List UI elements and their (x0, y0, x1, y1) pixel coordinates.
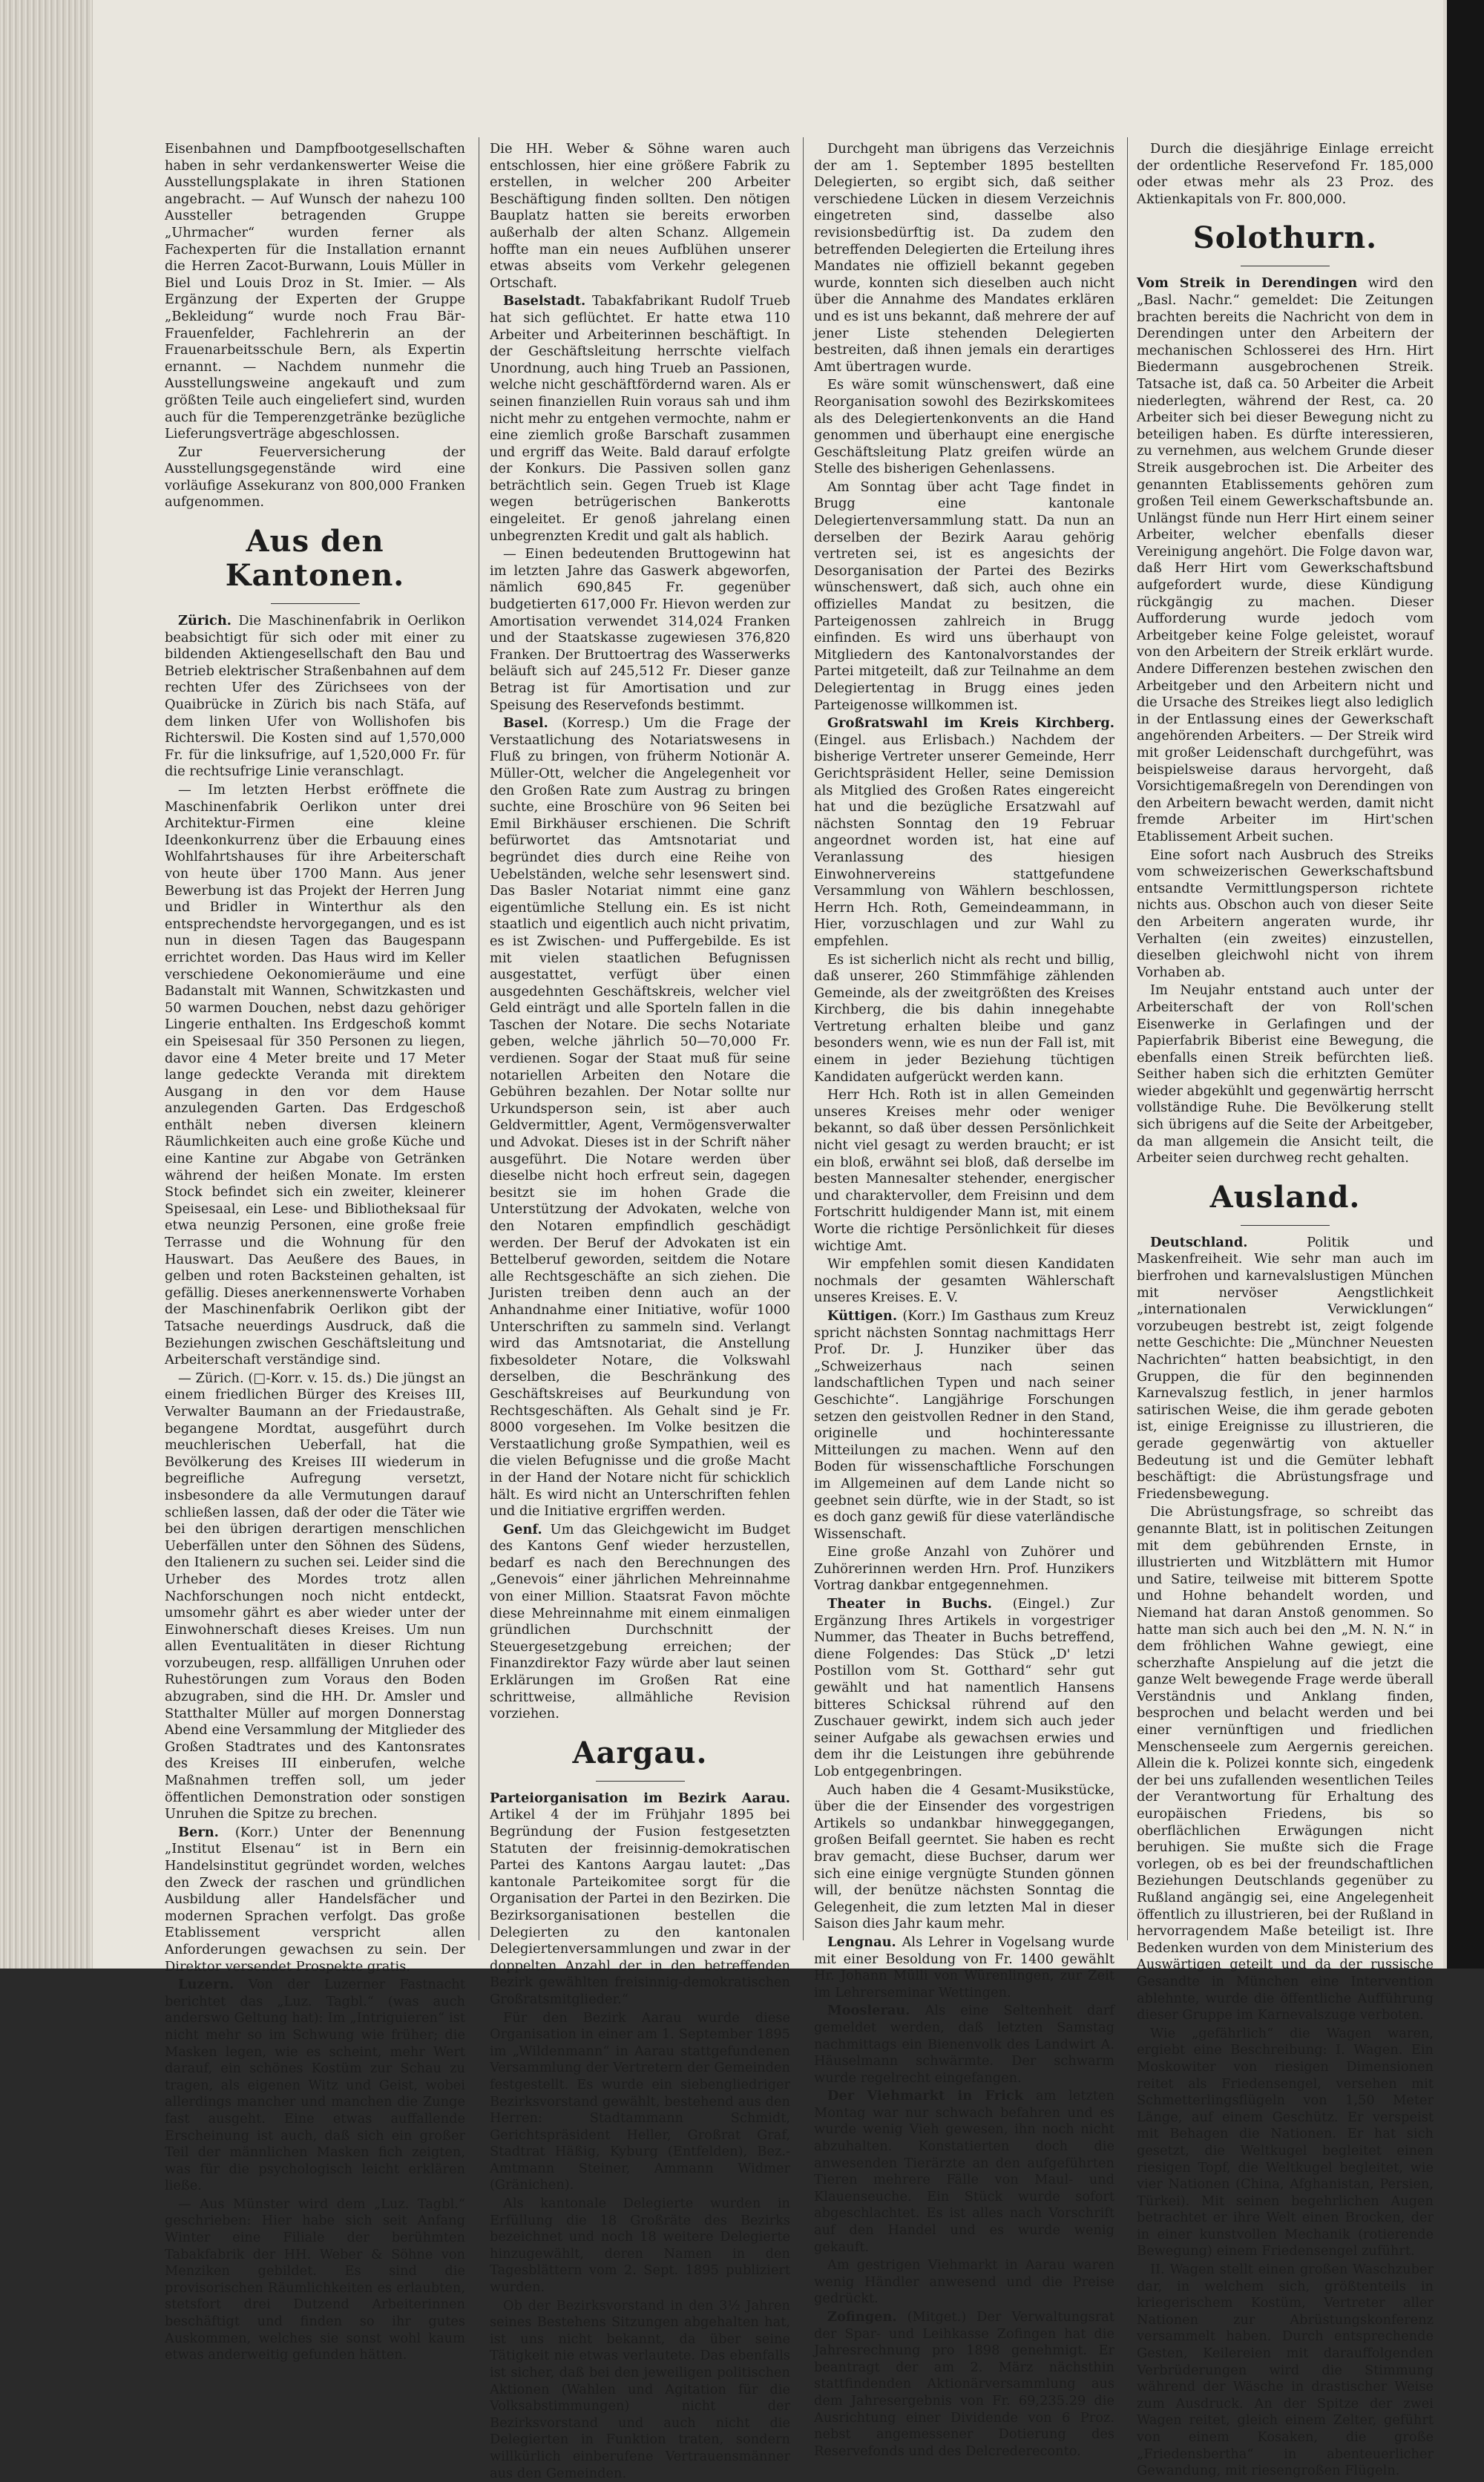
section-heading: Aargau. (572, 1735, 708, 1770)
paragraph: Für den Bezirk Aarau wurde diese Organisation in einer am 1. September 1895 im „Wildenmann“ in Aarau stattgefundenen Versammlung der Vertretern der Gemeinden festgestellt. Es wurde ein siebengliedriger Bezirksvorstand gewählt, bestehend aus den Herren: Stadtammann Schmidt, Gerichtspräsident Heller, Großrat Graf, Stadtrat Häßig, Kyburg (Entfelden), Bez.-Amtmann Steiner, Ammann Widmer (Gränichen). (490, 2009, 790, 2193)
heading-rule (271, 603, 360, 604)
paragraph: am letzten Montag war nur schwach befahren und es wurde wenig Vieh gewesen, ihn noch nicht abzuhalten. Konstatierten doch die anwesenden Tierärzte an den aufgeführten Tieren mehrere Fälle von Maul- und Klauenseuche. Ein Stück wurde sofort abgeschlachtet. Es ist alles nach Vorschrift auf den Handel und es wurde wenig gekauft. (814, 2088, 1114, 2255)
section-heading: Solothurn. (1192, 220, 1378, 256)
paragraph: Von der Luzerner Fastnacht berichtet das „Luz. Tagbl.“ (was auch anderswo Geltung hat): Im „Intriguieren“ ist nicht mehr so im Schwung wie früher; die Masken legen, wie es scheint, mehr Wert darauf, ein schönes Kostüm zur Schau zu tragen, als eigenen Witz und Geist, wobei allerdings mancher und manchen die Zunge fast ausgeht. Eine etwas auffallende Erscheinung ist auch, daß sich ein großer Teil der männlichen Masken fich zeigten, was für die psychologisch leicht erklären ließe. (165, 1977, 465, 2194)
column-1 (165, 141, 466, 2363)
paragraph: II. Wagen stellt einen großen Waschzuber dar, in welchem sich, größtenteils in kriegerischem Kostüm, Vertreter aller Nationen zur Abrüstungskonferenz versammelt haben. Durch entsprechende Gesten, Keilereien mit darauffolgenden Verbrüderungen wird die Stimmung während der Wäsche in drastischer Weise zum Ausdruck. An der Spitze der zwei Wagen reitet, gleich einem Zelter, geführt von einem Kosaken, die große „Friedensbertha“ in abenteuerlicher Gewandung, mit riesengroßen Flügeln. (1137, 2262, 1434, 2479)
paragraph: Tabakfabrikant Rudolf Trueb hat sich geflüchtet. Er hatte etwa 110 Arbeiter und Arbeiterinnen beschäftigt. In der Geschäftsleitung herrschte vielfach Unordnung, auch hing Trueb an Passionen, welche nicht geschäftfördernd waren. Als er seinen finanziellen Ruin voraus sah und ihm nicht mehr zu entgehen vermochte, nahm er eine ziemlich große Barschaft zusammen und ergriff das Weite. Bald darauf erfolgte der Konkurs. Die Passiven sollen ganz beträchtlich sein. Gegen Trueb ist Klage wegen betrügerischen Bankerotts eingeleitet. Er genoß jahrelang einen unbegrenzten Kredit und galt als hablich. (490, 293, 791, 544)
region-label: Luzern. (178, 1977, 234, 1993)
paragraph: Als eine Seltenheit darf gemeldet werden, daß letzten Samstag nachmittags ein Bienenvolk des Landwirt A. Häuselmann schwärmte. Der schwarm wurde regelrecht eingefangen. (814, 2003, 1114, 2086)
paragraph: Herr Hch. Roth ist in allen Gemeinden unseres Kreises mehr oder weniger bekannt, so daß über dessen Persönlichkeit nicht viel gesagt zu werden braucht; er ist ein bloß, erwähnt sei bloß, daß derselbe im besten Mannesalter stehender, energischer und charaktervoller, dem Freisinn und dem Fortschritt huldigender Mann ist, mit einem Worte die richtige Persönlichkeit für dieses wichtige Amt. (814, 1087, 1114, 1254)
paragraph: (Eingel. aus Erlisbach.) Nachdem der bisherige Vertreter unserer Gemeinde, Herr Gerichtspräsident Heller, seine Demission als Mitglied des Großen Rates eingereicht hat und die bezügliche Ersatzwahl auf nächsten Sonntag den 19 Februar angeordnet worden ist, hat eine auf Veranlassung des hiesigen Einwohnervereins stattgefundene Versammlung von Wählern beschlossen, Herrn Hch. Roth, Gemeindeammann, in Hier, vorzuschlagen und zur Wahl zu empfehlen. (814, 732, 1114, 949)
article-title: Theater in Buchs. (827, 1596, 992, 1612)
paragraph: Als Lehrer in Vogelsang wurde mit einer Besoldung von Fr. 1400 gewählt Hr. Johann Mülli von Würenlingen, zur Zeit im Lehrerseminar Wettingen. (814, 1934, 1114, 2000)
heading-rule (1241, 1225, 1330, 1226)
paragraph: Ob der Bezirksvorstand in den 3½ Jahren seines Bestehens Sitzungen abgehalten hat, ist uns nicht bekannt, da über seine Tätigkeit nie etwas verlautete. Das ebenfalls ist sicher, daß bei den jeweiligen politischen Aktionen (Wahlen und Agitation für die Volksabstimmungen) nicht der Bezirksvorstand und auch nicht die Delegierten in Funktion traten, sondern willkürlich einberufene Vertrauensmänner aus den Gemeinden. (490, 2297, 790, 2481)
paragraph: — Im letzten Herbst eröffnete die Maschinenfabrik Oerlikon unter drei Architektur-Firmen eine kleine Ideenkonkurrenz über die Erbauung eines Wohlfahrtshauses für ihre Arbeiterschaft von heute über 1700 Mann. Aus jener Bewerbung ist das Projekt der Herren Jung und Bridler in Winterthur als den entsprechendste hervorgegangen, und es ist nun in diesen Tagen das Baugespann errichtet worden. Das Haus wird im Keller verschiedene Oekonomieräume und eine Badanstalt mit Wannen, Schwitzkasten und 50 warmen Douchen, nebst dazu gehöriger Lingerie enthalten. Ins Erdgeschoß kommt ein Speisesaal für 350 Personen zu liegen, davor eine 4 Meter breite und 17 Meter lange gedeckte Veranda mit direktem Ausgang in den vor dem Hause anzulegenden Garten. Das Erdgeschoß enthält neben diversen kleinern Räumlichkeiten auch eine große Küche und eine Kantine zur Abgabe von Getränken während der heißen Monate. Im ersten Stock befindet sich ein zweiter, kleinerer Speisesaal, ein Lese- und Bibliotheksaal für etwa neunzig Personen, eine große freie Terrasse und die Wohnung für den Hauswart. Das Aeußere des Baues, in gelben und roten Backsteinen gehalten, ist gefällig. Dieses anerkennenswerte Vorhaben der Maschinenfabrik Oerlikon gibt der Tatsache neuerdings Ausdruck, daß die Beziehungen zwischen Geschäftsleitung und Arbeiterschaft verständige sind. (165, 782, 465, 1368)
column-3 (814, 141, 1114, 2459)
paragraph: — Einen bedeutenden Bruttogewinn hat im letzten Jahre das Gaswerk abgeworfen, nämlich 690,845 Fr. gegenüber budgetierten 617,000 Fr. Hievon werden zur Amortisation verwendet 314,024 Franken und der Staatskasse zugewiesen 376,820 Franken. Der Bruttoertrag des Wasserwerks beläuft sich auf 245,512 Fr. Dieser ganze Betrag ist für Amortisation und zur Speisung des Reservefonds bestimmt. (490, 546, 790, 713)
paragraph: (Korr.) Im Gasthaus zum Kreuz spricht nächsten Sonntag nachmittags Herr Prof. Dr. J. Hunziker über das „Schweizerhaus nach seinen landschaftlichen Typen und nach seiner Geschichte“. Langjährige Forschungen setzen den geistvollen Redner in den Stand, originelle und hochinteressante Mitteilungen zu machen. Wenn auf den Boden für wissenschaftliche Forschungen im Allgemeinen auf dem Lande nicht so geebnet sein dürfte, wie in der Stadt, so ist es doch ganz gewiß für diese vaterländische Wissenschaft. (814, 1307, 1114, 1542)
region-label: Zofingen. (827, 2309, 897, 2325)
paragraph: Die Abrüstungsfrage, so schreibt das genannte Blatt, ist in politischen Zeitungen mit dem gebührenden Ernste, in illustrierten und Witzblättern mit Humor und Satire, teilweise mit bitterem Spotte und Hohne behandelt worden, und Niemand hat daran Anstoß genommen. So hatte man sich auch bei den „M. N. N.“ in dem fröhlichen Wahne gewiegt, eine scherzhafte Anspielung auf die jetzt die ganze Welt bewegende Frage werde überall Verständnis und Anklang finden, besprochen und belacht werden und bei einer vernünftigen und friedlichen Menschenseele zum Aergernis gereichen. Allein die k. Polizei konnte sich, eingedenk der bei uns zufallenden wesentlichen Teiles der Verantwortung für Erhaltung des europäischen Friedens, bis so oberflächlichen Erwägungen nicht beruhigen. Sie mußte sich die Frage vorlegen, ob es bei der freundschaftlichen Beziehungen Deutschlands gegenüber zu Rußland angängig sei, eine Angelegenheit öffentlich zu illustrieren, bei der Rußland in hervorragendem Maße beteiligt ist. Ihre Bedenken wurden von dem Ministerium des Auswärtigen geteilt und da der russische Gesandte in München eine Intervention ablehnte, wurde die öffentliche Aufführung dieser Gruppe im Karnevalszuge verboten. (1137, 1504, 1434, 2023)
scan-border (1447, 0, 1484, 1969)
article-title: Großratswahl im Kreis Kirchberg. (827, 715, 1114, 732)
region-label: Bern. (178, 1824, 219, 1840)
paragraph: Zur Feuerversicherung der Ausstellungsgegenstände wird eine vorläufige Assekuranz von 800,000 Franken aufgenommen. (165, 444, 465, 510)
paragraph: Am gestrigen Viehmarkt in Aarau waren wenig Händler anwesend und die Preise gedrückt. (814, 2257, 1114, 2307)
paragraph: Artikel 4 der im Frühjahr 1895 bei Begründung der Fusion festgesetzten Statuten der freisinnig-demokratischen Partei des Kantons Aargau lautet: „Das kantonale Parteikomitee sorgt für die Organisation der Partei in den Bezirken. Die Bezirksorganisationen bestellen die Delegierten zu den kantonalen Delegiertenversammlungen und zwar in der doppelten Anzahl der in den betreffenden Bezirk gewählten freisinnig-demokratischen Großratsmitglieder.“ (490, 1807, 790, 2007)
paragraph: — Aus Münster wird dem „Luz. Tagbl.“ geschrieben: Hier habe sich seit Anfang Winter eine Filiale der berühmten Tabakfabrik der HH. Weber & Söhne von Menziken gebildet. Es sind die provisorischen Räumlichkeiten es erlaubten, stetsfort drei Dutzend Arbeiterinnen beschäftigt und finden so ihr gutes Auskommen, welches sie sonst wohl kaum etwas anderweitig gefunden hätten. (165, 2196, 465, 2363)
paragraph: Am Sonntag über acht Tage findet in Brugg eine kantonale Delegiertenversammlung statt. Da nun an derselben der Bezirk Aarau gehörig vertreten sei, ist es angesichts der Desorganisation der Partei des Bezirks wünschenswert, daß sich, auch ohne ein offizielles Mandat zu besitzen, die Parteigenossen zahlreich in Brugg einfinden. Es wird uns überhaupt von Mitgliedern des Kantonalvorstandes der Partei mitgeteilt, daß zur Teilnahme an dem Delegiertentag in Brugg eines jeden Parteigenosse willkommen ist. (814, 479, 1114, 713)
paragraph: Politik und Maskenfreiheit. Wie sehr man auch im bierfrohen und karnevalslustigen München mit nervöser Aengstlichkeit „internationalen Verwicklungen“ vorzubeugen bestrebt ist, zeigt folgende nette Geschichte: Die „Münchner Neuesten Nachrichten“ hatten beabsichtigt, in den Gruppen, die für den beginnenden Karnevalszug festlich, in jener harmlos satirischen Weise, die ihm gerade geboten ist, einige Ereignisse zu illustrieren, die gerade gegenwärtig von aktueller Bedeutung ist und die Gemüter lebhaft beschäftigt: die Abrüstungsfrage und Friedensbewegung. (1137, 1234, 1434, 1502)
paragraph: Die HH. Weber & Söhne waren auch entschlossen, hier eine größere Fabrik zu erstellen, in welcher 200 Arbeiter Beschäftigung finden sollten. Den nötigen Bauplatz hatten sie bereits erworben außerhalb der alten Schanz. Allgemein hoffte man ein neues Aufblühen unserer etwas abseits vom Verkehr gelegenen Ortschaft. (490, 141, 790, 291)
paragraph: Die Maschinenfabrik in Oerlikon beabsichtigt für sich oder mit einer zu bildenden Aktiengesellschaft den Bau und Betrieb elektrischer Straßenbahnen auf dem rechten Ufer des Zürichsees von der Quaibrücke in Zürich bis nach Stäfa, auf dem linken Ufer von Wollishofen bis Richterswil. Die Kosten sind auf 1,570,000 Fr. für die linksufrige, auf 1,520,000 Fr. für die rechtsufrige Linie veranschlagt. (165, 613, 466, 780)
region-label: Baselstadt. (503, 293, 586, 309)
region-label: Zürich. (178, 613, 232, 629)
region-label: Küttigen. (827, 1307, 898, 1324)
section-heading: Aus den Kantonen. (225, 524, 405, 594)
paragraph: Durchgeht man übrigens das Verzeichnis der am 1. September 1895 bestellten Delegierten, so ergibt sich, daß seither verschiedene Lücken in diesem Verzeichnis eingetreten sind, dasselbe also revisionsbedürftig ist. Da zudem den betreffenden Delegierten die Erteilung ihres Mandates nie offiziell bekannt gegeben wurde, konnten sich dieselben auch nicht über die Annahme des Mandates erklären und es ist uns bekannt, daß mehrere der auf jener Liste stehenden Delegierten bestreiten, daß ihnen jemals ein derartiges Amt übertragen wurde. (814, 141, 1114, 375)
paragraph: Eisenbahnen und Dampfbootgesellschaften haben in sehr verdankenswerter Weise die Ausstellungsplakate in ihren Stationen angebracht. — Auf Wunsch der nahezu 100 Aussteller betragenden Gruppe „Uhrmacher“ wurden ferner als Fachexperten für die Installation ernannt die Herren Zacot-Burwann, Louis Müller in Biel und Louis Droz in St. Imier. — Als Ergänzung der Experten der Gruppe „Bekleidung“ wurde noch Frau Bär-Frauenfelder, Fachlehrerin an der Frauenarbeitsschule Bern, als Expertin ernannt. — Nachdem nunmehr die Ausstellungsweine angekauft und zum größten Teile auch eingeliefert sind, wurden auch für die Temperenzgetränke bezügliche Lieferungsverträge abgeschlossen. (165, 141, 465, 442)
column-rule (803, 137, 804, 1940)
paragraph: Eine große Anzahl von Zuhörer und Zuhörerinnen werden Hrn. Prof. Hunzikers Vortrag dankbar entgegennehmen. (814, 1544, 1114, 1594)
paragraph: Es wäre somit wünschenswert, daß eine Reorganisation sowohl des Bezirkskomitees als des Delegiertenkonvents an die Hand genommen und überhaupt eine energische Geschäftsleitung Platz greifen würde an Stelle des bisherigen Gehenlassens. (814, 377, 1114, 477)
column-rule (1127, 137, 1128, 1940)
paragraph: wird den „Basl. Nachr.“ gemeldet: Die Zeitungen brachten bereits die Nachricht von dem in Derendingen unter den Arbeitern der mechanischen Schlosserei des Hrn. Hirt Biedermann ausgebrochenen Streik. Tatsache ist, daß ca. 50 Arbeiter die Arbeit niederlegten, während der Rest, ca. 20 Arbeiter sich bei dieser Bewegung nicht zu beteiligen haben. Es dürfte interessieren, zu vernehmen, aus welchem Grunde dieser Streik ausgebrochen ist. Die Arbeiter des genannten Etablissements gehören zum großen Teil einem Gewerkschaftsbunde an. Unlängst fünde nun Herr Hirt einem seiner Arbeiter, welcher ebenfalls dieser Vereinigung angehört. Die Folge davon war, daß Herr Hirt vom Gewerkschaftsbund aufgefordert wurde, diese Kündigung rückgängig zu machen. Dieser Aufforderung wurde jedoch vom Arbeitgeber keine Folge geleistet, worauf von den Arbeitern der Streik erklärt wurde. Andere Differenzen bestehen zwischen den Arbeitgeber und den Arbeitern nicht und die Ursache des Streikes liegt also lediglich in der Entlassung eines der Gewerkschaft angehörenden Arbeiters. — Der Streik wird mit großer Leidenschaft durchgeführt, was beispielsweise daraus hervorgeht, daß Vorsichtigemaßregeln von Derendingen von den Arbeitern bewacht werden, damit nicht fremde Arbeiter im Hirt'schen Etablissement Arbeit suchen. (1137, 275, 1434, 844)
paragraph: (Mitget.) Der Verwaltungsrat der Spar- und Leihkasse Zofingen hat die Jahresrechnung pro 1898 genehmigt. Er beantragt der am 2. März nächsthin stattfindenden Aktionärversammlung aus dem Jahresergebnis von Fr. 69,235.29 die Ausrichtung einer Dividende von 6 Proz. nebst angemessener Dotierung des Reservefonds und des Delcredereconto. (814, 2309, 1114, 2459)
paragraph: Im Neujahr entstand auch unter der Arbeiterschaft der von Roll'schen Eisenwerke in Gerlafingen und der Papierfabrik Biberist eine Bewegung, die ebenfalls einen Streik befürchten ließ. Seither haben sich die erhitzten Gemüter wieder abgekühlt und gegenwärtig herrscht vollständige Ruhe. Die Bevölkerung stellt sich übrigens auf die Seite der Arbeitgeber, da man allgemein die Ansicht teilt, die Arbeiter seien durchweg recht gehalten. (1137, 982, 1434, 1166)
article-title: Parteiorganisation im Bezirk Aarau. (490, 1790, 790, 1806)
region-label: Basel. (503, 715, 548, 732)
book-spine-edge (0, 0, 93, 1969)
paragraph: Wir empfehlen somit diesen Kandidaten nochmals der gesamten Wählerschaft unseres Kreises. E. V. (814, 1256, 1114, 1306)
paragraph: Es ist sicherlich nicht als recht und billig, daß unserer, 260 Stimmfähige zählenden Gemeinde, als der zweitgrößten des Kreises Kirchberg, die bis dahin innegehabte Vertretung erhalten bleibe und ganz besonders wenn, wie es nun der Fall ist, mit einem in jeder Beziehung tüchtigen Kandidaten aufgerückt werden kann. (814, 951, 1114, 1085)
paragraph: Eine sofort nach Ausbruch des Streiks vom schweizerischen Gewerkschaftsbund entsandte Vermittlungsperson richtete nichts aus. Obschon auch von dieser Seite den Arbeitern angeraten wurde, ihr Verhalten (ein zweites) einzustellen, dieselben gleichwohl nicht von ihrem Vorhaben ab. (1137, 847, 1434, 980)
paragraph: — Zürich. (□-Korr. v. 15. ds.) Die jüngst an einem friedlichen Bürger des Kreises III, Verwalter Baumann an der Friedaustraße, begangene Mordtat, ausgeführt durch meuchlerischen Ueberfall, hat die Bevölkerung des Kreises III wiederum in begreifliche Aufregung versetzt, insbesondere da alle Vermutungen darauf schließen lassen, daß der oder die Täter wie bei den übrigen derartigen menschlichen Ueberfällen unter den Söhnen des Südens, den Italienern zu suchen sei. Leider sind die Urheber des Mordes trotz allen Nachforschungen noch nicht entdeckt, umsomehr gährt es aber wieder unter der Einwohnerschaft dieses Kreises. Um nun allen Eventualitäten in dieser Richtung vorzubeugen, resp. allfälligen Unruhen oder Ruhestörungen zum Voraus den Boden abzugraben, sind die HH. Dr. Amsler und Statthalter Müller auf morgen Donnerstag Abend eine Versammlung der Mitglieder des Großen Stadtrates und des Kantonsrates des Kreises III einberufen, welche Maßnahmen treffen soll, um jeder öffentlichen Demonstration oder sonstigen Unruhen die Spitze zu brechen. (165, 1370, 465, 1822)
paragraph: Um das Gleichgewicht im Budget des Kantons Genf wieder herzustellen, bedarf es nach den Berechnungen des „Genevois“ einer jährlichen Mehreinnahme von einer Million. Staatsrat Favon möchte diese Mehreinnahme mit einem einmaligen gründlichen Durchschnitt der Steuergesetzgebung erreichen; der Finanzdirektor Fazy würde aber laut seinen Erklärungen im Großen Rat eine schrittweise, allmähliche Revision vorziehen. (490, 1521, 790, 1722)
paragraph: Durch die diesjährige Einlage erreicht der ordentliche Reservefond Fr. 185,000 oder etwas mehr als 23 Proz. des Aktienkapitals von Fr. 800,000. (1137, 141, 1434, 207)
region-label: Genf. (503, 1521, 542, 1537)
paragraph: Wie „gefährlich“ die Wagen waren, ergiebt eine Beschreibung: I. Wagen. Ein Moskowiter von riesigen Dimensionen reitet als Friedensengel, versehen mit Schmetterlingsflügeln von 1,50 Meter Länge, auf einem Geschütz. Er verspeist mit Behagen die Nationen. Er hat sich gesetzt, die Weltkugel begleitet einen riesigen Topf, die Weltkugel begleitet, wie vier Nationen (China, Afghanistan, Persien, Türkei). Mit seinen begehrlichen Augen betrachtet er ihre Welt einen Brocken, der in einer kunstvollen Mechanik (rotierende Bewegung) einem Friedensengel zuführt. (1137, 2025, 1434, 2259)
heading-rule (596, 1781, 685, 1782)
section-heading: Ausland. (1209, 1179, 1361, 1215)
column-2 (490, 141, 791, 2481)
paragraph: Auch haben die 4 Gesamt-Musikstücke, über die der Einsender des vorgestrigen Artikels so undankbar hinweggegangen, großen Beifall geerntet. Sie haben es recht brav gemacht, diese Buchser, darum wer sich eine einige vergnügte Stunden gönnen will, der benütze nächsten Sonntag die Gelegenheit, die zum letzten Mal in dieser Saison dies Jahr kaum mehr. (814, 1782, 1114, 1932)
region-label: Lengnau. (827, 1934, 896, 1950)
region-label: Deutschland. (1150, 1234, 1248, 1250)
article-title: Vom Streik in Derendingen (1137, 275, 1358, 292)
paragraph: (Eingel.) Zur Ergänzung Ihres Artikels in vorgestriger Nummer, das Theater in Buchs betreffend, diene Folgendes: Das Stück „D' letzi Postillon vom St. Gotthard“ sehr gut gewählt und hat namentlich Hansens bitteres Schicksal rührend auf den Zuschauer gewirkt, indem sich auch jeder seiner Aufgabe als gewachsen erwies und dem ihr die Leistungen ihre gebührende Lob entgegenbringen. (814, 1596, 1114, 1779)
paragraph: (Korresp.) Um die Frage der Verstaatlichung des Notariatswesens in Fluß zu bringen, von früherm Notionär A. Müller-Ott, welcher die Angelegenheit vor den Großen Rate zum Austrag zu bringen suchte, eine Broschüre von 96 Seiten bei Emil Birkhäuser erschienen. Die Schrift befürwortet das Amtsnotariat und begründet dies durch eine Reihe von Uebelständen, welche sehr lesenswert sind. Das Basler Notariat nimmt eine ganz eigentümliche Stellung ein. Es ist nicht staatlich und eigentlich auch nicht privatim, es ist Zwischen- und Puffergebilde. Es ist mit vielen staatlichen Befugnissen ausgestattet, verfügt über einen ausgedehnten Geschäftskreis, welcher viel Geld einträgt und alle Sporteln fallen in die Taschen der Notare. Die sechs Notariate geben, welche jährlich 50—70,000 Fr. verdienen. Sogar der Staat muß für seine notariellen Arbeiten den Notare die Gebühren bezahlen. Der Notar sollte nur Urkundsperson sein, ist aber auch Geldvermittler, Agent, Vermögensverwalter und Advokat. Dieses ist in der Schrift näher ausgeführt. Die Notare werden über dieselbe nicht hoch erfreut sein, dagegen besitzt sie im hohen Grade die Unterstützung der Advokaten, welche von den Notaren empfindlich geschädigt werden. Der Beruf der Advokaten ist ein Bettelberuf geworden, seitdem die Notare alle Rechtsgeschäfte an sich ziehen. Die Juristen treiben denn auch an der Anhandnahme einer Initiative, wofür 1000 Unterschriften zu sammeln sind. Verlangt wird das Amtsnotariat, die Anstellung fixbesoldeter Notare, die Volkswahl derselben, die Beschränkung des Geschäftskreises auf Beurkundung von Rechtsgeschäften. Als Gehalt sind je Fr. 8000 vorgesehen. Im Volke besitzen die Verstaatlichung große Sympathien, weil es die vielen Befugnisse und die große Macht in der Hand der Notare nicht für schicklich hält. Es wird nicht an Unterschriften fehlen und die Initiative ergriffen werden. (490, 715, 790, 1520)
column-4 (1137, 141, 1434, 2479)
region-label: Mooslerau. (827, 2003, 910, 2019)
paragraph: Als kantonale Delegierte wurden in Erfüllung die 18 Großräte des Bezirks bezeichnet und noch 18 weitere Delegierte hinzugewählt, deren Namen in den Tagesblättern vom 2. Sept. 1895 publiziert wurden. (490, 2196, 790, 2296)
article-title: Der Viehmarkt in Frick (827, 2088, 1024, 2104)
paragraph: (Korr.) Unter der Benennung „Institut Elsenau“ ist in Bern ein Handelsinstitut gegründet worden, welches den Zweck der raschen und gründlichen Ausbildung aller Handelsfächer und modernen Sprachen verfolgt. Das große Etablissement verspricht allen Anforderungen gewachsen zu sein. Der Direktor versendet Prospekte gratis. (165, 1824, 465, 1974)
